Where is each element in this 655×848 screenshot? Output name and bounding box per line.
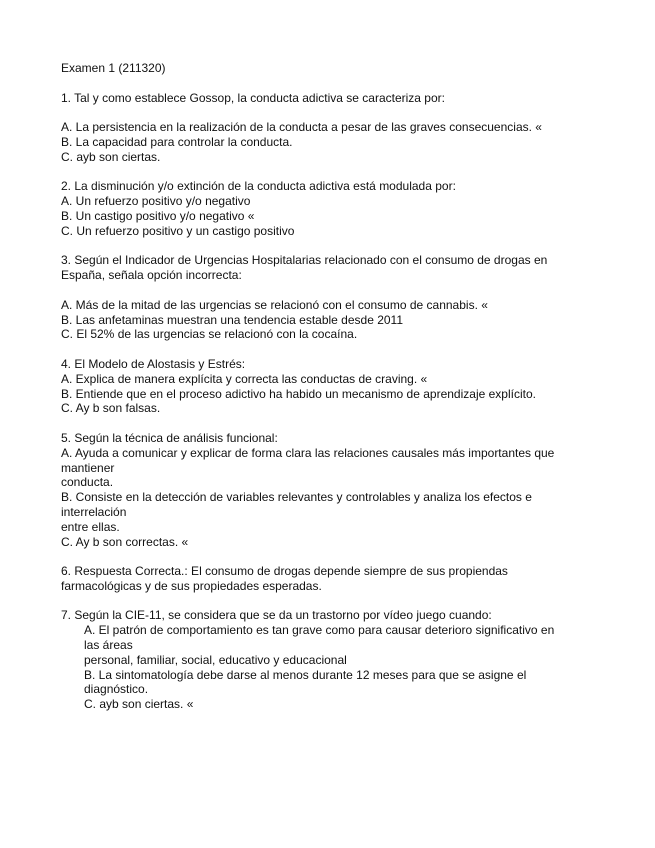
question-7: 7. Según la CIE-11, se considera que se da un trastorno por vídeo juego cuando: [61, 608, 492, 623]
q5-option-b-cont-2: entre ellas. [61, 519, 120, 534]
document-page [61, 61, 601, 712]
q7-option-b: B. La sintomatología debe darse al menos durante 12 meses para que se asigne el [84, 667, 527, 682]
q2-option-c: C. Un refuerzo positivo y un castigo positivo [61, 223, 295, 238]
q5-option-a-cont-1: mantiener [61, 460, 115, 475]
q7-option-a: A. El patrón de comportamiento es tan grave como para causar deterioro significativo en [84, 623, 555, 638]
q7-option-c: C. ayb son ciertas. « [84, 697, 194, 712]
question-3-cont: España, señala opción incorrecta: [61, 268, 242, 283]
q3-option-b: B. Las anfetaminas muestran una tendencia estable desde 2011 [61, 312, 404, 327]
q2-option-a: A. Un refuerzo positivo y/o negativo [61, 194, 251, 209]
q7-option-b-cont: diagnóstico. [84, 682, 149, 697]
question-1: 1. Tal y como establece Gossop, la conducta adictiva se caracteriza por: [61, 90, 445, 105]
q7-option-a-cont-2: personal, familiar, social, educativo y educacional [84, 652, 347, 667]
q3-option-c: C. El 52% de las urgencias se relacionó con la cocaína. [61, 327, 358, 342]
q5-option-a: A. Ayuda a comunicar y explicar de forma clara las relaciones causales más importantes que [61, 445, 555, 460]
q7-option-a-cont-1: las áreas [84, 638, 133, 653]
question-4: 4. El Modelo de Alostasis y Estrés: [61, 356, 246, 371]
question-3: 3. Según el Indicador de Urgencias Hospitalarias relacionado con el consumo de drogas en [61, 253, 548, 268]
q4-option-b: B. Entiende que en el proceso adictivo ha habido un mecanismo de aprendizaje explícito. [61, 386, 536, 401]
question-6-cont: farmacológicas y de sus propiedades esperadas. [61, 578, 322, 593]
q5-option-c: C. Ay b son correctas. « [61, 534, 189, 549]
exam-title: Examen 1 (211320) [61, 61, 166, 75]
q4-option-a: A. Explica de manera explícita y correcta las conductas de craving. « [61, 371, 428, 386]
q1-option-a: A. La persistencia en la realización de la conducta a pesar de las graves consecuencias. « [61, 120, 542, 135]
q2-option-b: B. Un castigo positivo y/o negativo « [61, 208, 255, 223]
q5-option-a-cont-2: conducta. [61, 475, 114, 490]
question-5: 5. Según la técnica de análisis funcional: [61, 430, 278, 445]
question-6: 6. Respuesta Correcta.: El consumo de drogas depende siempre de sus propiendas [61, 564, 508, 579]
q4-option-c: C. Ay b son falsas. [61, 401, 161, 416]
q1-option-b: B. La capacidad para controlar la conducta. [61, 134, 293, 149]
q5-option-b-cont-1: interrelación [61, 504, 127, 519]
q5-option-b: B. Consiste en la detección de variables relevantes y controlables y analiza los efectos e [61, 490, 532, 505]
q3-option-a: A. Más de la mitad de las urgencias se relacionó con el consumo de cannabis. « [61, 297, 488, 312]
question-2: 2. La disminución y/o extinción de la conducta adictiva está modulada por: [61, 179, 456, 194]
q1-option-c: C. ayb son ciertas. [61, 149, 161, 164]
